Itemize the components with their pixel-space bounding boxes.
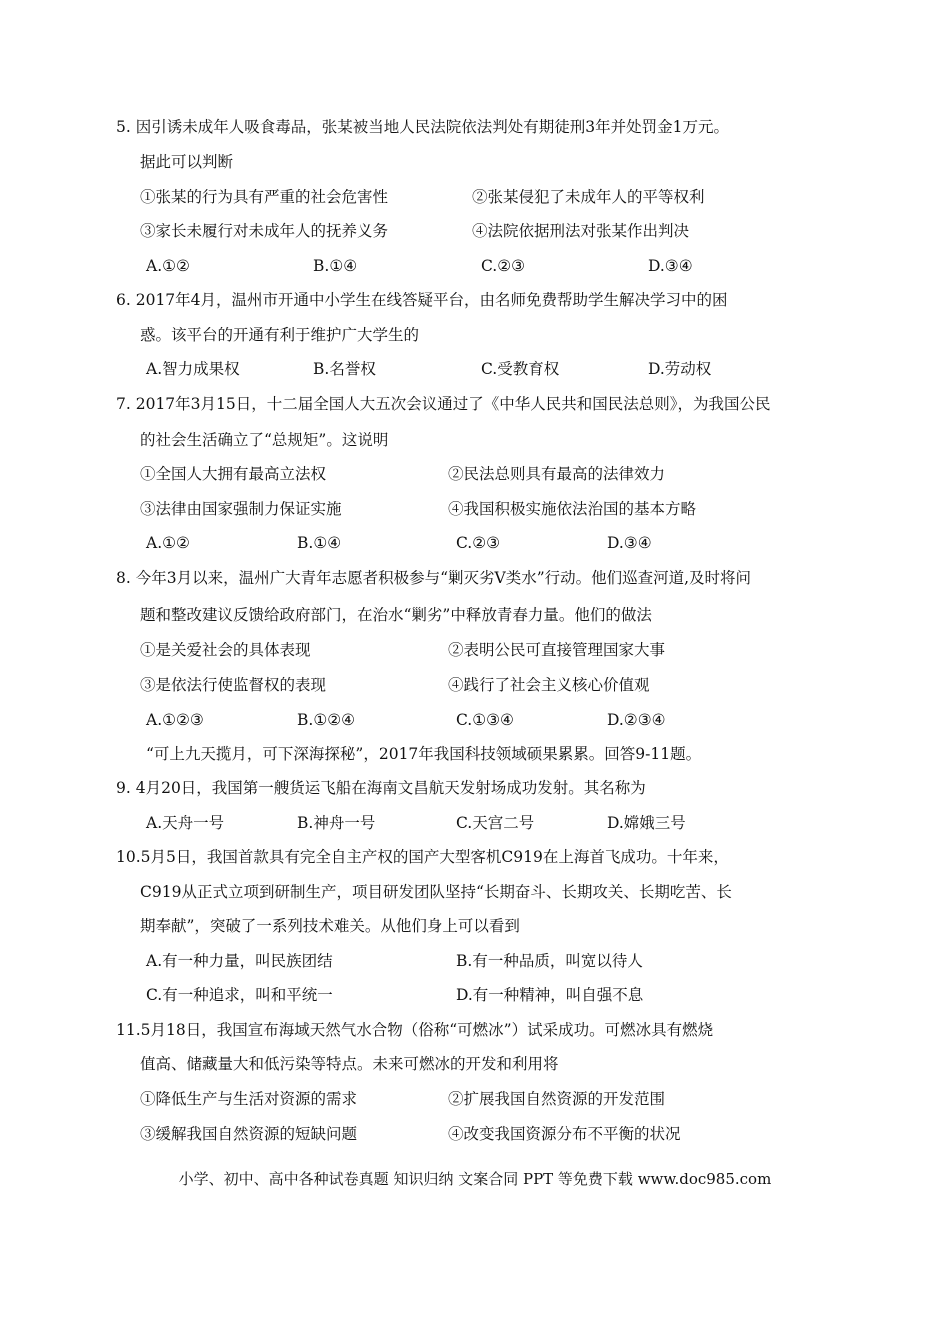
q10-stem-line2: C919从正式立项到研制生产，项目研发团队坚持“长期奋斗、长期攻关、长期吃苦、长 [140, 883, 732, 901]
q5-stem-line1: 5. 因引诱未成年人吸食毒品，张某被当地人民法院依法判处有期徒刑3年并处罚金1万元。 [116, 118, 729, 136]
q11-stem-line2: 值高、储藏量大和低污染等特点。未来可燃冰的开发和利用将 [140, 1055, 559, 1073]
q8-option-d: D.②③④ [607, 711, 666, 729]
q8-statement-4: ④践行了社会主义核心价值观 [448, 676, 650, 694]
q7-option-c: C.②③ [456, 534, 501, 552]
q5-statement-3: ③家长未履行对未成年人的抚养义务 [140, 222, 389, 240]
q10-option-d: D.有一种精神，叫自强不息 [456, 986, 644, 1004]
q5-option-b: B.①④ [313, 257, 358, 275]
q11-statement-4: ④改变我国资源分布不平衡的状况 [448, 1125, 681, 1143]
q8-stem-line2: 题和整改建议反馈给政府部门，在治水“剿劣”中释放青春力量。他们的做法 [140, 606, 652, 624]
q7-statement-2: ②民法总则具有最高的法律效力 [448, 465, 666, 483]
q10-stem-line3: 期奉献”，突破了一系列技术难关。从他们身上可以看到 [140, 917, 520, 935]
q5-option-c: C.②③ [481, 257, 526, 275]
q5-option-d: D.③④ [648, 257, 693, 275]
page-footer: 小学、初中、高中各种试卷真题 知识归纳 文案合同 PPT 等免费下载 www.doc985.com [178, 1170, 772, 1188]
q8-statement-3: ③是依法行使监督权的表现 [140, 676, 327, 694]
q7-statement-3: ③法律由国家强制力保证实施 [140, 500, 342, 518]
q11-statement-3: ③缓解我国自然资源的短缺问题 [140, 1125, 358, 1143]
q6-option-a: A.智力成果权 [146, 360, 240, 378]
q9-option-c: C.天宫二号 [456, 814, 535, 832]
q5-statement-1: ①张某的行为具有严重的社会危害性 [140, 188, 389, 206]
q6-stem-line1: 6. 2017年4月，温州市开通中小学生在线答疑平台，由名师免费帮助学生解决学习中的困 [116, 291, 728, 309]
q8-stem-line1: 8. 今年3月以来，温州广大青年志愿者积极参与“剿灭劣Ⅴ类水”行动。他们巡查河道,及时将问 [116, 569, 752, 587]
q7-statement-4: ④我国积极实施依法治国的基本方略 [448, 500, 697, 518]
q5-option-a: A.①② [146, 257, 190, 275]
section-intro: “可上九天揽月，可下深海探秘”，2017年我国科技领域硕果累累。回答9-11题。 [146, 745, 702, 763]
q5-stem-line2: 据此可以判断 [140, 153, 234, 171]
q9-option-a: A.天舟一号 [146, 814, 225, 832]
q11-stem-line1: 11.5月18日，我国宣布海域天然气水合物（俗称“可燃冰”）试采成功。可燃冰具有燃烧 [116, 1021, 714, 1039]
q6-option-d: D.劳动权 [648, 360, 712, 378]
q6-option-b: B.名誉权 [313, 360, 376, 378]
q8-option-b: B.①②④ [297, 711, 356, 729]
q8-statement-2: ②表明公民可直接管理国家大事 [448, 641, 666, 659]
q6-stem-line2: 惑。该平台的开通有利于维护广大学生的 [140, 326, 420, 344]
q7-option-b: B.①④ [297, 534, 342, 552]
q10-stem-line1: 10.5月5日，我国首款具有完全自主产权的国产大型客机C919在上海首飞成功。十年来， [116, 848, 729, 866]
q6-option-c: C.受教育权 [481, 360, 560, 378]
q11-statement-1: ①降低生产与生活对资源的需求 [140, 1090, 358, 1108]
q5-statement-4: ④法院依据刑法对张某作出判决 [472, 222, 690, 240]
q5-statement-2: ②张某侵犯了未成年人的平等权利 [472, 188, 705, 206]
q10-option-b: B.有一种品质，叫宽以待人 [456, 952, 643, 970]
q8-option-c: C.①③④ [456, 711, 514, 729]
q7-stem-line1: 7. 2017年3月15日，十二届全国人大五次会议通过了《中华人民共和国民法总则》，为我国公民 [116, 395, 771, 413]
q10-option-a: A.有一种力量，叫民族团结 [146, 952, 333, 970]
q7-stem-line2: 的社会生活确立了“总规矩”。这说明 [140, 431, 389, 449]
q10-option-c: C.有一种追求，叫和平统一 [146, 986, 333, 1004]
q9-stem-line1: 9. 4月20日，我国第一艘货运飞船在海南文昌航天发射场成功发射。其名称为 [116, 779, 646, 797]
q11-statement-2: ②扩展我国自然资源的开发范围 [448, 1090, 666, 1108]
q9-option-d: D.嫦娥三号 [607, 814, 686, 832]
q7-option-a: A.①② [146, 534, 190, 552]
q9-option-b: B.神舟一号 [297, 814, 376, 832]
q8-option-a: A.①②③ [146, 711, 204, 729]
q8-statement-1: ①是关爱社会的具体表现 [140, 641, 311, 659]
q7-statement-1: ①全国人大拥有最高立法权 [140, 465, 327, 483]
q7-option-d: D.③④ [607, 534, 652, 552]
